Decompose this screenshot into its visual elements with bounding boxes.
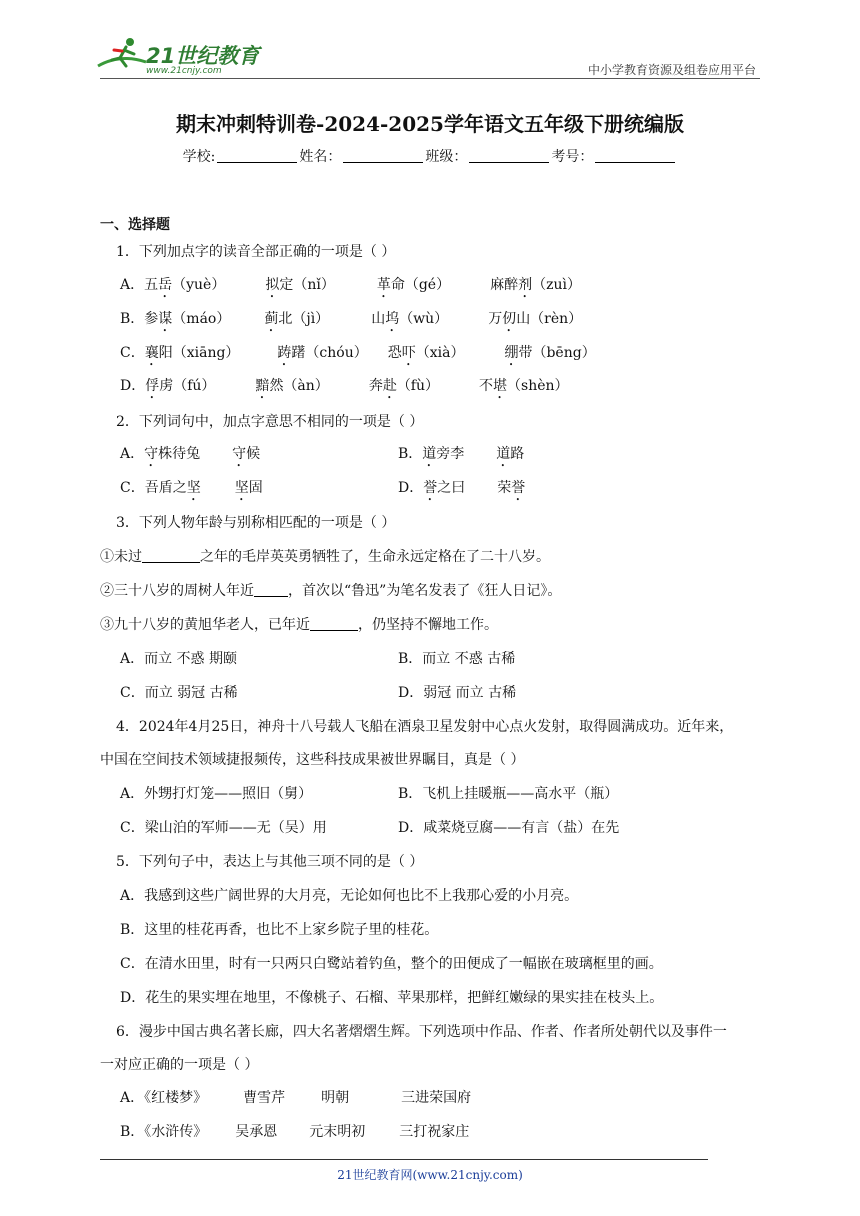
footer-text: 21世纪教育网(www.21cnjy.com): [337, 1168, 523, 1182]
sentence-2-blank[interactable]: [254, 582, 288, 597]
question-3-sentence-3: ③九十八岁的黄旭华老人，已年近 ，仍坚持不懈地工作。: [100, 617, 498, 633]
logo-text: 21世纪教育: [146, 44, 260, 68]
question-6-stem-line-2: 一对应正确的一项是（ ）: [100, 1057, 259, 1073]
question-4-option-c: C．梁山泊的军师——无（吴）用: [120, 820, 327, 836]
question-6-stem-line-1: 6．漫步中国古典名著长廊，四大名著熠熠生辉。下列选项中作品、作者、作者所处朝代以及事件一: [116, 1024, 727, 1040]
section-heading: 一、选择题: [100, 217, 170, 233]
question-3-sentence-1: ①未过 之年的毛岸英英勇牺牲了，生命永远定格在了二十八岁。: [100, 549, 550, 565]
question-1-option-c: C．襄阳（xiāng） 踌躇（chóu） 恐吓（xià） 绷带（bēng）: [120, 345, 596, 361]
question-3-option-d: D．弱冠 而立 古稀: [398, 685, 517, 701]
question-2-option-a: A．守株待兔 守候: [120, 446, 261, 462]
question-2-stem: 2．下列词句中，加点字意思不相同的一项是（ ）: [116, 414, 424, 430]
question-4-option-d: D．咸菜烧豆腐——有言（盐）在先: [398, 820, 620, 836]
sentence-1-blank[interactable]: [142, 548, 200, 563]
question-5-option-c: C．在清水田里，时有一只两只白鹭站着钓鱼，整个的田便成了一幅嵌在玻璃框里的画。: [120, 956, 663, 972]
question-4-option-a: A．外甥打灯笼——照旧（舅）: [120, 786, 313, 802]
name-label: 姓名：: [299, 149, 342, 165]
question-3-option-a: A．而立 不惑 期颐: [120, 651, 238, 667]
school-blank[interactable]: [217, 148, 297, 163]
student-info-line: [0, 146, 860, 166]
class-blank[interactable]: [469, 148, 549, 163]
question-4-stem-line-2: 中国在空间技术领域捷报频传，这些科技成果被世界瞩目，真是（ ）: [100, 752, 525, 768]
question-5-option-a: A．我感到这些广阔世界的大月亮，无论如何也比不上我那心爱的小月亮。: [120, 888, 579, 904]
question-4-stem-line-1: 4．2024年4月25日，神舟十八号载人飞船在酒泉卫星发射中心点火发射，取得圆满成功。近年来，: [116, 719, 734, 735]
question-1-option-d: D．俘虏（fú） 黯然（àn） 奔赴（fù） 不堪（shèn）: [120, 378, 569, 394]
question-2-option-b: B．道旁李 道路: [398, 446, 525, 462]
number-label: 考号：: [551, 149, 594, 165]
site-logo: [92, 36, 262, 80]
sentence-3-blank[interactable]: [310, 616, 358, 631]
question-3-sentence-2: ②三十八岁的周树人年近 ，首次以“鲁迅”为笔名发表了《狂人日记》。: [100, 583, 562, 599]
platform-name: 中小学教育资源及组卷应用平台: [587, 63, 756, 77]
exam-title: 期末冲刺特训卷-2024-2025学年语文五年级下册统编版: [176, 112, 684, 136]
question-1-option-b: B．参谋（máo） 蓟北（jì） 山坞（wù） 万仞山（rèn）: [120, 311, 583, 327]
footer-divider: [100, 1159, 708, 1160]
logo-url: www.21cnjy.com: [146, 66, 222, 76]
question-5-stem: 5．下列句子中，表达上与其他三项不同的是（ ）: [116, 854, 424, 870]
question-2-option-c: C．吾盾之坚 坚固: [120, 480, 263, 496]
name-blank[interactable]: [343, 148, 423, 163]
question-3-option-c: C．而立 弱冠 古稀: [120, 685, 238, 701]
question-1-option-a: A．五岳（yuè） 拟定（nǐ） 革命（gé） 麻醉剂（zuì）: [120, 277, 581, 293]
question-1-stem: 1．下列加点字的读音全部正确的一项是（ ）: [116, 244, 396, 260]
question-3-stem: 3．下列人物年龄与别称相匹配的一项是（ ）: [116, 515, 396, 531]
question-4-option-b: B．飞机上挂暖瓶——高水平（瓶）: [398, 786, 619, 802]
class-label: 班级：: [425, 149, 468, 165]
header-divider: [100, 78, 760, 79]
question-2-option-d: D．誉之曰 荣誉: [398, 480, 526, 496]
question-5-option-b: B．这里的桂花再香，也比不上家乡院子里的桂花。: [120, 922, 439, 938]
question-3-option-b: B．而立 不惑 古稀: [398, 651, 516, 667]
question-6-option-a: A．《红楼梦》 曹雪芹 明朝 三进荣国府: [120, 1090, 472, 1106]
question-6-option-b: B．《水浒传》 吴承恩 元末明初 三打祝家庄: [120, 1124, 470, 1140]
number-blank[interactable]: [595, 148, 675, 163]
school-label: 学校:: [182, 149, 216, 165]
question-5-option-d: D．花生的果实埋在地里，不像桃子、石榴、苹果那样，把鲜红嫩绿的果实挂在枝头上。: [120, 990, 664, 1006]
